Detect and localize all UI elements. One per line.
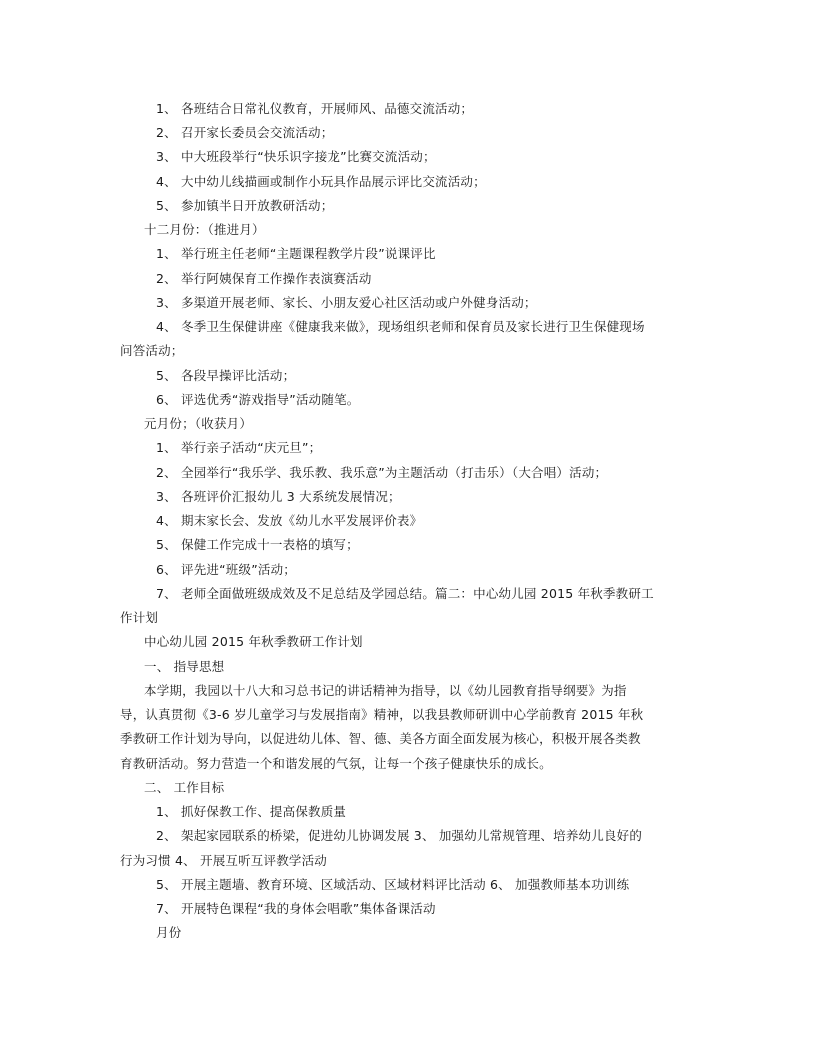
section-heading: 十二月份：（推进月）	[144, 222, 265, 237]
text-line: 2、 全园举行“我乐学、我乐教、我乐意”为主题活动（打击乐）（大合唱）活动；	[156, 465, 608, 480]
text-line: 2、 召开家长委员会交流活动；	[156, 125, 334, 140]
text-line: 2、 举行阿姨保育工作操作表演赛活动	[156, 271, 372, 286]
text-line: 1、 举行班主任老师“主题课程教学片段”说课评比	[156, 246, 436, 261]
text-line: 5、 各段早操评比活动；	[156, 368, 296, 383]
section-heading: 二、 工作目标	[144, 780, 225, 795]
text-line: 作计划	[120, 610, 159, 625]
text-line: 7、 老师全面做班级成效及不足总结及学园总结。篇二：中心幼儿园 2015 年秋季教研工	[156, 586, 654, 601]
text-line: 问答活动；	[120, 343, 184, 358]
text-line: 5、 开展主题墙、教育环境、区域活动、区域材料评比活动 6、 加强教师基本功训练	[156, 877, 630, 892]
text-line: 5、 保健工作完成十一表格的填写；	[156, 537, 359, 552]
text-line: 3、 多渠道开展老师、家长、小朋友爱心社区活动或户外健身活动；	[156, 295, 537, 310]
text-line: 4、 冬季卫生保健讲座《健康我来做》，现场组织老师和保育员及家长进行卫生保健现场	[156, 319, 645, 334]
text-line: 2、 架起家园联系的桥梁，促进幼儿协调发展 3、 加强幼儿常规管理、培养幼儿良好的	[156, 828, 643, 843]
text-line: 7、 开展特色课程“我的身体会唱歌”集体备课活动	[156, 901, 436, 916]
text-line: 5、 参加镇半日开放教研活动；	[156, 198, 334, 213]
section-heading: 元月份；（收获月）	[144, 416, 253, 431]
text-line: 1、 抓好保教工作、提高保教质量	[156, 804, 347, 819]
text-line: 4、 期末家长会、发放《幼儿水平发展评价表》	[156, 513, 423, 528]
section-heading: 一、 指导思想	[144, 659, 225, 674]
section-heading: 月份	[156, 925, 182, 940]
text-line: 1、 举行亲子活动“庆元旦”；	[156, 440, 322, 455]
text-line: 6、 评选优秀“游戏指导”活动随笔。	[156, 392, 360, 407]
text-line: 行为习惯 4、 开展互听互评教学活动	[120, 853, 328, 868]
text-line: 季教研工作计划为导向，以促进幼儿体、智、德、美各方面全面发展为核心，积极开展各类教	[120, 731, 641, 746]
text-line: 1、 各班结合日常礼仪教育，开展师风、品德交流活动；	[156, 101, 474, 116]
document-title: 中心幼儿园 2015 年秋季教研工作计划	[144, 634, 363, 649]
text-line: 3、 各班评价汇报幼儿 3 大系统发展情况；	[156, 489, 401, 504]
text-line: 育教研活动。努力营造一个和谐发展的气氛，让每一个孩子健康快乐的成长。	[120, 756, 552, 771]
text-line: 4、 大中幼儿线描画或制作小玩具作品展示评比交流活动；	[156, 174, 486, 189]
text-line: 6、 评先进“班级”活动；	[156, 562, 296, 577]
text-line: 本学期，我园以十八大和习总书记的讲话精神为指导，以《幼儿园教育指导纲要》为指	[144, 683, 627, 698]
text-line: 导，认真贯彻《3-6 岁儿童学习与发展指南》精神，以我县教师研训中心学前教育 2015 年秋	[120, 707, 644, 722]
text-line: 3、 中大班段举行“快乐识字接龙”比赛交流活动；	[156, 149, 436, 164]
